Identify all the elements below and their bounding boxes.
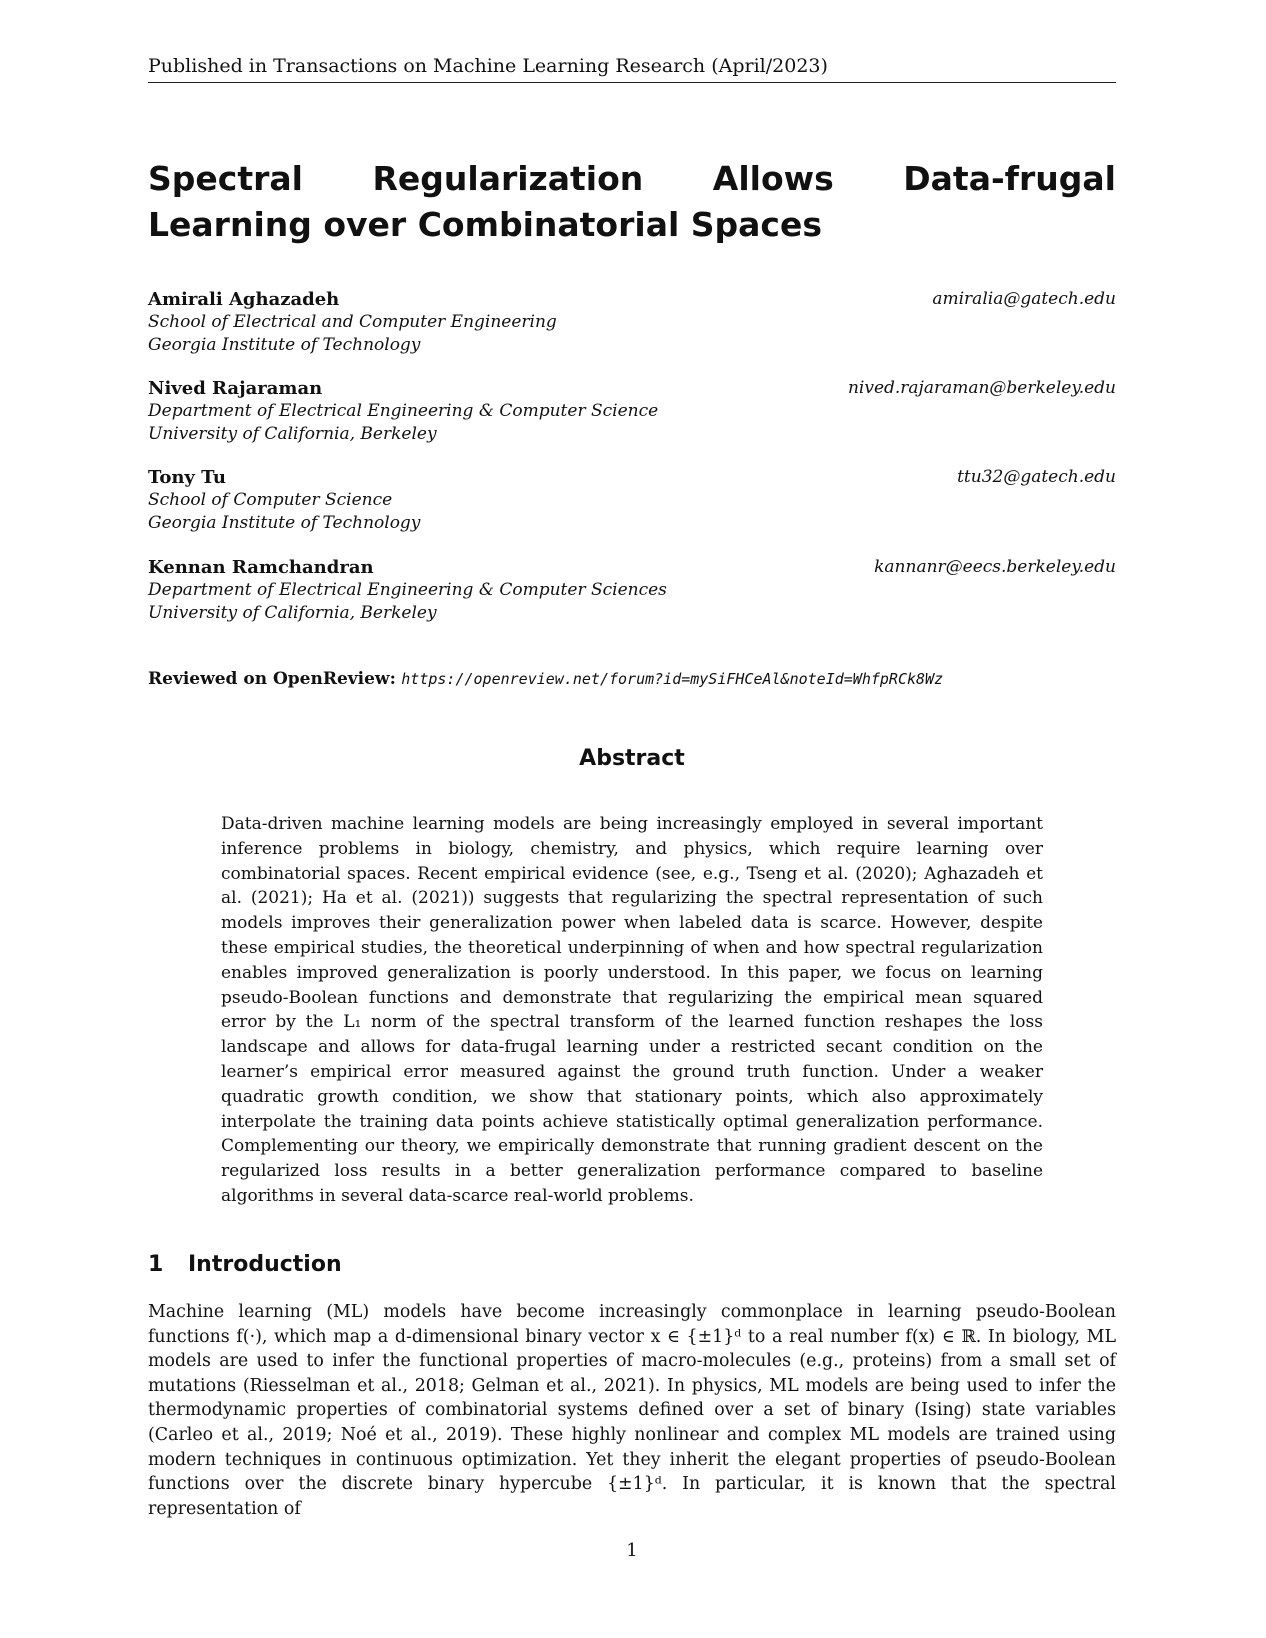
author-name: Kennan Ramchandran: [148, 557, 374, 578]
author-block: [148, 466, 1116, 535]
section-title: Introduction: [188, 1252, 342, 1277]
author-name: Amirali Aghazadeh: [148, 289, 340, 310]
author-name: Tony Tu: [148, 467, 226, 488]
author-email[interactable]: nived.rajaraman@berkeley.edu: [847, 378, 1116, 398]
author-block: [148, 288, 1116, 357]
review-line: [148, 668, 1116, 691]
author-name: Nived Rajaraman: [148, 378, 323, 399]
paper-title: Spectral Regularization Allows Data-frugal Learning over Combinatorial Spaces: [148, 159, 1116, 244]
openreview-link[interactable]: https://openreview.net/forum?id=mySiFHCeAl&noteId=WhfpRCk8Wz: [401, 670, 944, 688]
author-affiliation: School of Electrical and Computer Engineering: [148, 312, 557, 332]
author-affiliation: School of Computer Science: [148, 490, 393, 510]
page-number: 1: [626, 1540, 638, 1561]
author-email[interactable]: ttu32@gatech.edu: [957, 467, 1116, 487]
author-block: [148, 556, 1116, 625]
author-institution: Georgia Institute of Technology: [148, 513, 421, 533]
section-number: 1: [148, 1252, 164, 1277]
author-email[interactable]: kannanr@eecs.berkeley.edu: [874, 557, 1116, 577]
introduction-text: Machine learning (ML) models have become increasingly commonplace in learning pseudo-Boolean functions f(·), which map a d-dimensional binary vector x ∈ {±1}ᵈ to a real number f(x) ∈ ℝ. In biology, ML models are used to infer the functional properties of macro-molecules (e.g., proteins) from a small set of mutations (Riesselman et al., 2018; Gelman et al., 2021). In physics, ML models are being used to infer the thermodynamic properties of combinatorial systems defined over a set of binary (Ising) state variables (Carleo et al., 2019; Noé et al., 2019). These highly nonlinear and complex ML models are trained using modern techniques in continuous optimization. Yet they inherit the elegant properties of pseudo-Boolean functions over the discrete binary hypercube {±1}ᵈ. In particular, it is known that the spectral representation of: [148, 1302, 1116, 1519]
running-head: Published in Transactions on Machine Learning Research (April/2023): [148, 54, 1116, 83]
author-institution: Georgia Institute of Technology: [148, 335, 421, 355]
author-affiliation: Department of Electrical Engineering & Computer Sciences: [148, 580, 667, 600]
author-email[interactable]: amiralia@gatech.edu: [932, 289, 1116, 309]
abstract-text: Data-driven machine learning models are being increasingly employed in several important inference problems in biology, chemistry, and physics, which require learning over combinatorial spaces. Recent empirical evidence (see, e.g., Tseng et al. (2020); Aghazadeh et al. (2021); Ha et al. (2021)) suggests that regularizing the spectral representation of such models improves their generalization power when labeled data is scarce. However, despite these empirical studies, the theoretical underpinning of when and how spectral regularization enables improved generalization is poorly understood. In this paper, we focus on learning pseudo-Boolean functions and demonstrate that regularizing the empirical mean squared error by the L₁ norm of the spectral transform of the learned function reshapes the loss landscape and allows for data-frugal learning under a restricted secant condition on the learner’s empirical error measured against the ground truth function. Under a weaker quadratic growth condition, we show that stationary points, which also approximately interpolate the training data points achieve statistically optimal generalization performance. Complementing our theory, we empirically demonstrate that running gradient descent on the regularized loss results in a better generalization performance compared to baseline algorithms in several data-scarce real-world problems.: [221, 814, 1043, 1206]
section-heading: [148, 1252, 342, 1277]
abstract-heading: Abstract: [579, 746, 685, 771]
author-affiliation: Department of Electrical Engineering & Computer Science: [148, 401, 659, 421]
author-institution: University of California, Berkeley: [148, 424, 437, 444]
author-block: [148, 377, 1116, 446]
author-institution: University of California, Berkeley: [148, 603, 437, 623]
review-label: Reviewed on OpenReview:: [148, 669, 396, 689]
